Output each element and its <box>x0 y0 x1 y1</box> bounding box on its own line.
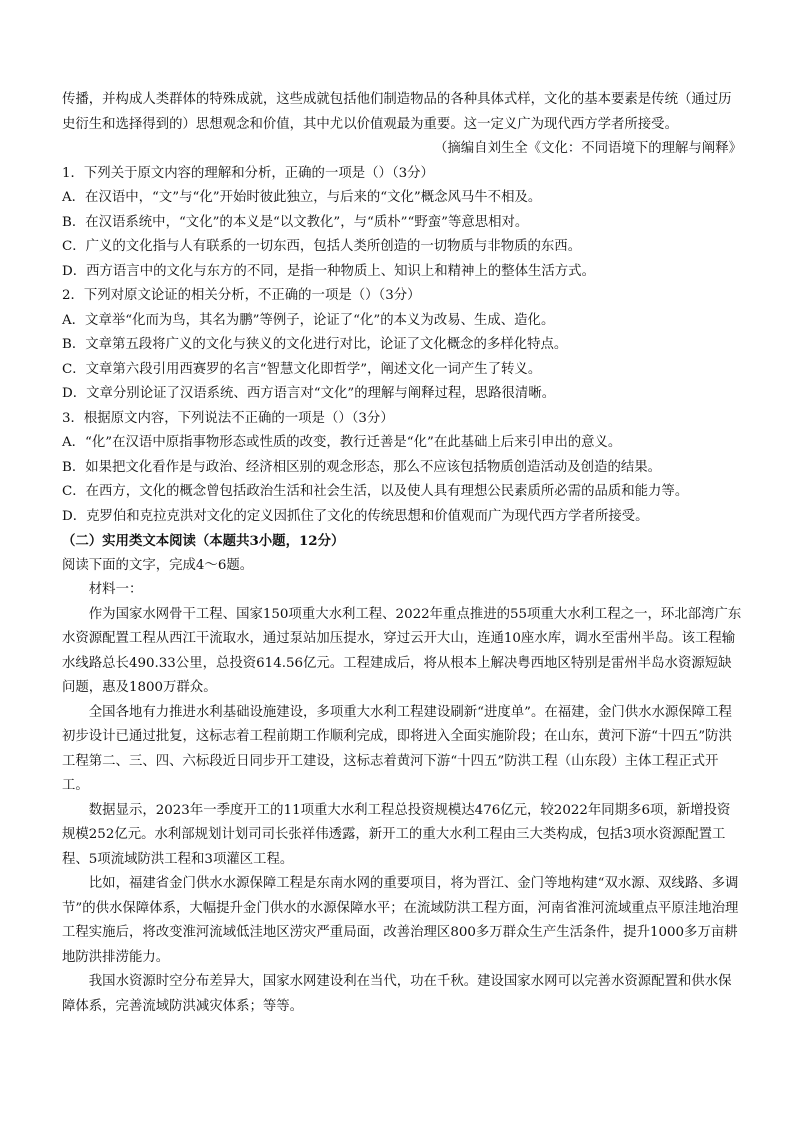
section-heading: （二）实用类文本阅读（本题共3小题，12分） <box>62 533 345 549</box>
option-b: B．在汉语系统中，“文化”的本义是“以文教化”，与“质朴”“野蛮”等意思相对。 <box>62 214 529 230</box>
option-c: C．在西方，文化的概念曾包括政治生活和社会生活，以及使人具有理想公民素质所必需的品质和能力等。 <box>62 484 689 499</box>
passage-tail: 传播，并构成人类群体的特殊成就，这些成就包括他们制造物品的各种具体式样，文化的基本要素是传统（通过历史衍生和选择得到的）思想观念和价值，其中尤以价值观最为重要。这一定义广为现代西方学者所接受。 <box>62 92 732 132</box>
option-c: C．文章第六段引用西赛罗的名言“智慧文化即哲学”，阐述文化一词产生了转义。 <box>62 361 542 377</box>
option-b: B．文章第五段将广义的文化与狭义的文化进行对比，论证了文化概念的多样化特点。 <box>62 337 568 352</box>
paragraph: 我国水资源时空分布差异大，国家水网建设利在当代，功在千秋。建设国家水网可以完善水资源配置和供水保障体系，完善流域防洪减灾体系；等等。 <box>62 974 732 1014</box>
question-stem: 1．下列关于原文内容的理解和分析，正确的一项是（）（3分） <box>62 165 434 181</box>
paragraph: 全国各地有力推进水利基础设施建设，多项重大水利工程建设刷新“进度单”。在福建，金门供水水源保障工程初步设计已通过批复，这标志着工程前期工作顺利完成，即将进入全面实施阶段；在山东，黄河下游“十四五”防洪工程第二、三、四、六标段近日同步开工建设，这标志着黄河下游“十四五”防洪工程（山东段）主体工程正式开工。 <box>62 704 732 793</box>
question-3 <box>62 407 742 530</box>
paragraph: 比如，福建省金门供水水源保障工程是东南水网的重要项目，将为晋江、金门等地构建“双水源、双线路、多调节”的供水保障体系，大幅提升金门供水的水源保障水平；在流域防洪工程方面，河南省淮河流域重点平原洼地治理工程实施后，将改变淮河流域低洼地区涝灾严重局面，改善治理区800多万群众生产生活条件，提升1000多万亩耕地防洪排涝能力。 <box>62 876 739 965</box>
question-stem: 2．下列对原文论证的相关分析，不正确的一项是（）（3分） <box>62 288 421 303</box>
paragraph: 数据显示，2023年一季度开工的11项重大水利工程总投资规模达476亿元，较2022年同期多6项，新增投资规模252亿元。水利部规划计划司司长张祥伟透露，新开工的重大水利工程由三大类构成，包括3项水资源配置工程、5项流域防洪工程和3项灌区工程。 <box>62 802 731 867</box>
question-stem: 3．根据原文内容，下列说法不正确的一项是（）（3分） <box>62 410 394 426</box>
question-2 <box>62 284 742 407</box>
question-1 <box>62 162 742 285</box>
material-label: 材料一： <box>88 582 143 597</box>
page-content <box>62 88 742 1019</box>
option-d: D．文章分别论证了汉语系统、西方语言对“文化”的理解与阐释过程，思路很清晰。 <box>62 386 556 401</box>
source-citation: （摘编自刘生全《文化：不同语境下的理解与阐释》 <box>434 141 742 156</box>
option-b: B．如果把文化看作是与政治、经济相区别的观念形态，那么不应该包括物质创造活动及创造的结果。 <box>62 459 662 475</box>
option-d: D．克罗伯和克拉克洪对文化的定义因抓住了文化的传统思想和价值观而广为现代西方学者所接受。 <box>62 508 649 524</box>
instruction: 阅读下面的文字，完成4～6题。 <box>62 557 254 573</box>
option-c: C．广义的文化指与人有联系的一切东西，包括人类所创造的一切物质与非物质的东西。 <box>62 239 582 254</box>
option-d: D．西方语言中的文化与东方的不同，是指一种物质上、知识上和精神上的整体生活方式。 <box>62 263 595 279</box>
option-a: A．文章举“化而为鸟，其名为鹏”等例子，论证了“化”的本义为改易、生成、造化。 <box>62 312 555 328</box>
option-a: A．在汉语中，“文”与“化”开始时彼此独立，与后来的“文化”概念风马牛不相及。 <box>62 190 542 205</box>
paragraph: 作为国家水网骨干工程、国家150项重大水利工程、2022年重点推进的55项重大水利工程之一，环北部湾广东水资源配置工程从西江干流取水，通过泵站加压提水，穿过云开大山，连通10座水库，调水至雷州半岛。该工程输水线路总长490.33公里，总投资614.56亿元。工程建成后，将从根本上解决粤西地区特别是雷州半岛水资源短缺问题，惠及1800万群众。 <box>62 606 742 695</box>
option-a: A．“化”在汉语中原指事物形态或性质的改变，教行迁善是“化”在此基础上后来引申出的意义。 <box>62 435 622 450</box>
